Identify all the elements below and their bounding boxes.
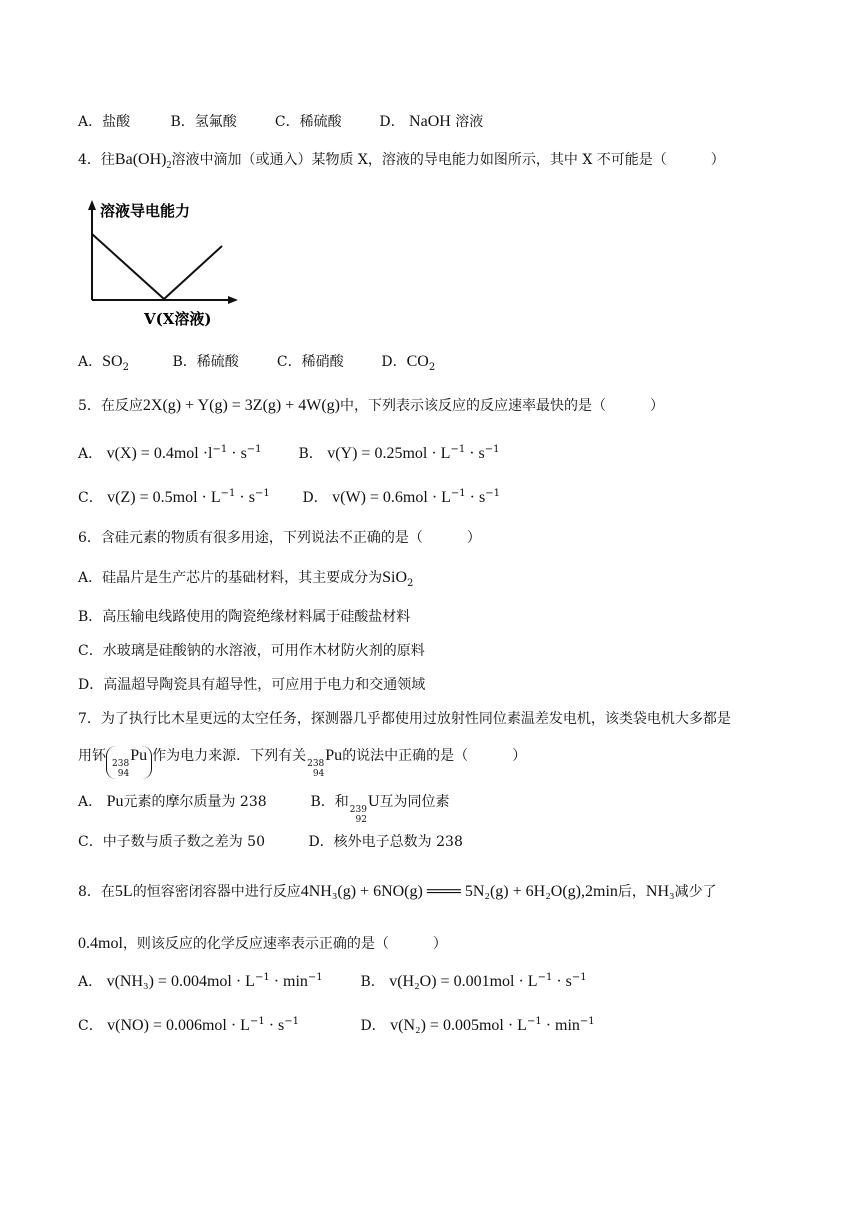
graph-xlabel: V(X溶液) [144,310,212,328]
q3-option-d-label: D． [379,114,405,130]
decreasing-line [92,234,164,299]
q5-stem: 5．在反应2X(g) + Y(g) = 3Z(g) + 4W(g)中，下列表示该反应的反应速率最快的是（ ） [78,397,665,414]
q8-option-b: B． $v(H_2O) = 0.001mol \cdot L^{-1} \cdot s^{-1}$ [360,972,587,990]
q4-text: 溶液中滴加（或通入）某物质 X，溶液的导电能力如图所示，其中 X 不可能是（ [171,152,667,168]
q3-option-a: A．盐酸 [78,114,131,130]
q5-option-c: C． $v(Z) = 0.5mol \cdot L^{-1} \cdot s^{-1}$ [78,488,270,506]
q7-option-c: C．中子数与质子数之差为 50 [78,834,265,850]
q3-option-c: C．稀硫酸 [274,114,342,130]
q8-stem-line-1: 8．在5L的恒容密闭容器中进行反应4NH₃(g) + 6NO(g) ═══ 5N₂(g) + 6H₂O(g),2min后，NH₃减少了 [78,883,717,900]
q8-equation: 4NH₃(g) + 6NO(g) ═══ 5N₂(g) + 6H₂O(g),2min [300,883,618,900]
q7-line-1: 7．为了执行比木星更远的太空任务，探测器几乎都使用过放射性同位素温差发电机，该类袋电机大多都是 [78,711,731,727]
q7-options-cd [78,832,463,852]
q6-option-b: B．高压输电线路使用的陶瓷绝缘材料属于硅酸盐材料 [78,609,411,625]
q5-options-ab [78,444,500,464]
q6-option-d: D．高温超导陶瓷具有超导性，可应用于电力和交通领域 [78,677,426,693]
x-axis-arrow-icon [228,296,238,304]
q4-stem [78,150,725,170]
q6-option-a: A．硅晶片是生产芯片的基础材料，其主要成分为SiO$_2$ [78,569,414,589]
q7-option-b: B．和 239 92 U互为同位素 [310,793,450,825]
q7-option-a: A． Pu元素的摩尔质量为 238 [78,793,267,810]
q4-formula-sub: 2 [166,160,172,171]
sio2-formula: SiO [382,569,408,586]
q7-options-ab [78,792,450,825]
so2-formula: SO [102,353,123,370]
q4-option-a: A．$SO_2$ [78,353,129,373]
pu-isotope-paren: 238 94 Pu [106,746,152,779]
q5-options-cd [78,488,500,508]
q5-option-d: D． $v(W) = 0.6mol \cdot L^{-1} \cdot s^{-1}$ [302,488,500,506]
q4-formula [114,151,172,171]
q5-option-b: B． $v(Y) = 0.25mol \cdot L^{-1} \cdot s^{-1}$ [298,444,500,462]
q6-stem: 6．含硅元素的物质有很多用途，下列说法不正确的是（ ） [78,530,481,546]
q8-stem-line-2: 0.4mol，则该反应的化学反应速率表示正确的是（ ） [78,935,447,952]
y-axis-arrow-icon [88,200,96,210]
q8-option-c: C． $v(NO) = 0.006mol \cdot L^{-1} \cdot s^{-1}$ [78,1016,300,1034]
q5-option-a: A． $v(X) = 0.4mol \cdot l^{-1} \cdot s^{-1}$ [78,444,262,462]
q3-option-d-formula: NaOH [409,113,451,130]
q4-conductivity-graph [88,196,248,330]
q8-option-a: A． $v(NH_3) = 0.004mol \cdot L^{-1} \cdot \min^{-1}$ [78,972,323,990]
q3-options [78,112,483,132]
graph-ylabel: 溶液导电能力 [100,202,191,220]
q5-equation: 2X(g) + Y(g) = 3Z(g) + 4W(g) [142,397,341,414]
q4-number: 4．往 [78,152,115,168]
q4-options [78,352,435,372]
q8-options-ab [78,972,587,992]
q4-option-d: D．$CO_2$ [381,353,436,373]
q4-close: ） [710,152,725,168]
q4-option-b: B．稀硫酸 [172,354,239,370]
q8-options-cd [78,1016,595,1036]
q7-line-2: 用钚 238 94 Pu 作为电力来源．下列有关 238 94 Pu的说法中正确的是（ ） [78,747,527,779]
increasing-line [164,246,222,299]
q7-option-d: D．核外电子总数为 238 [308,834,463,850]
q3-option-b: B．氢氟酸 [170,114,237,130]
q3-option-d-text: 溶液 [455,114,484,130]
q6-option-c: C．水玻璃是硅酸钠的水溶液，可用作木材防火剂的原料 [78,643,425,659]
q8-option-d: D． $v(N_2) = 0.005mol \cdot L^{-1} \cdot \min^{-1}$ [360,1016,595,1034]
q4-option-c: C．稀硝酸 [276,354,344,370]
q4-formula-main: Ba(OH) [114,151,167,168]
co2-formula: CO [406,353,429,370]
